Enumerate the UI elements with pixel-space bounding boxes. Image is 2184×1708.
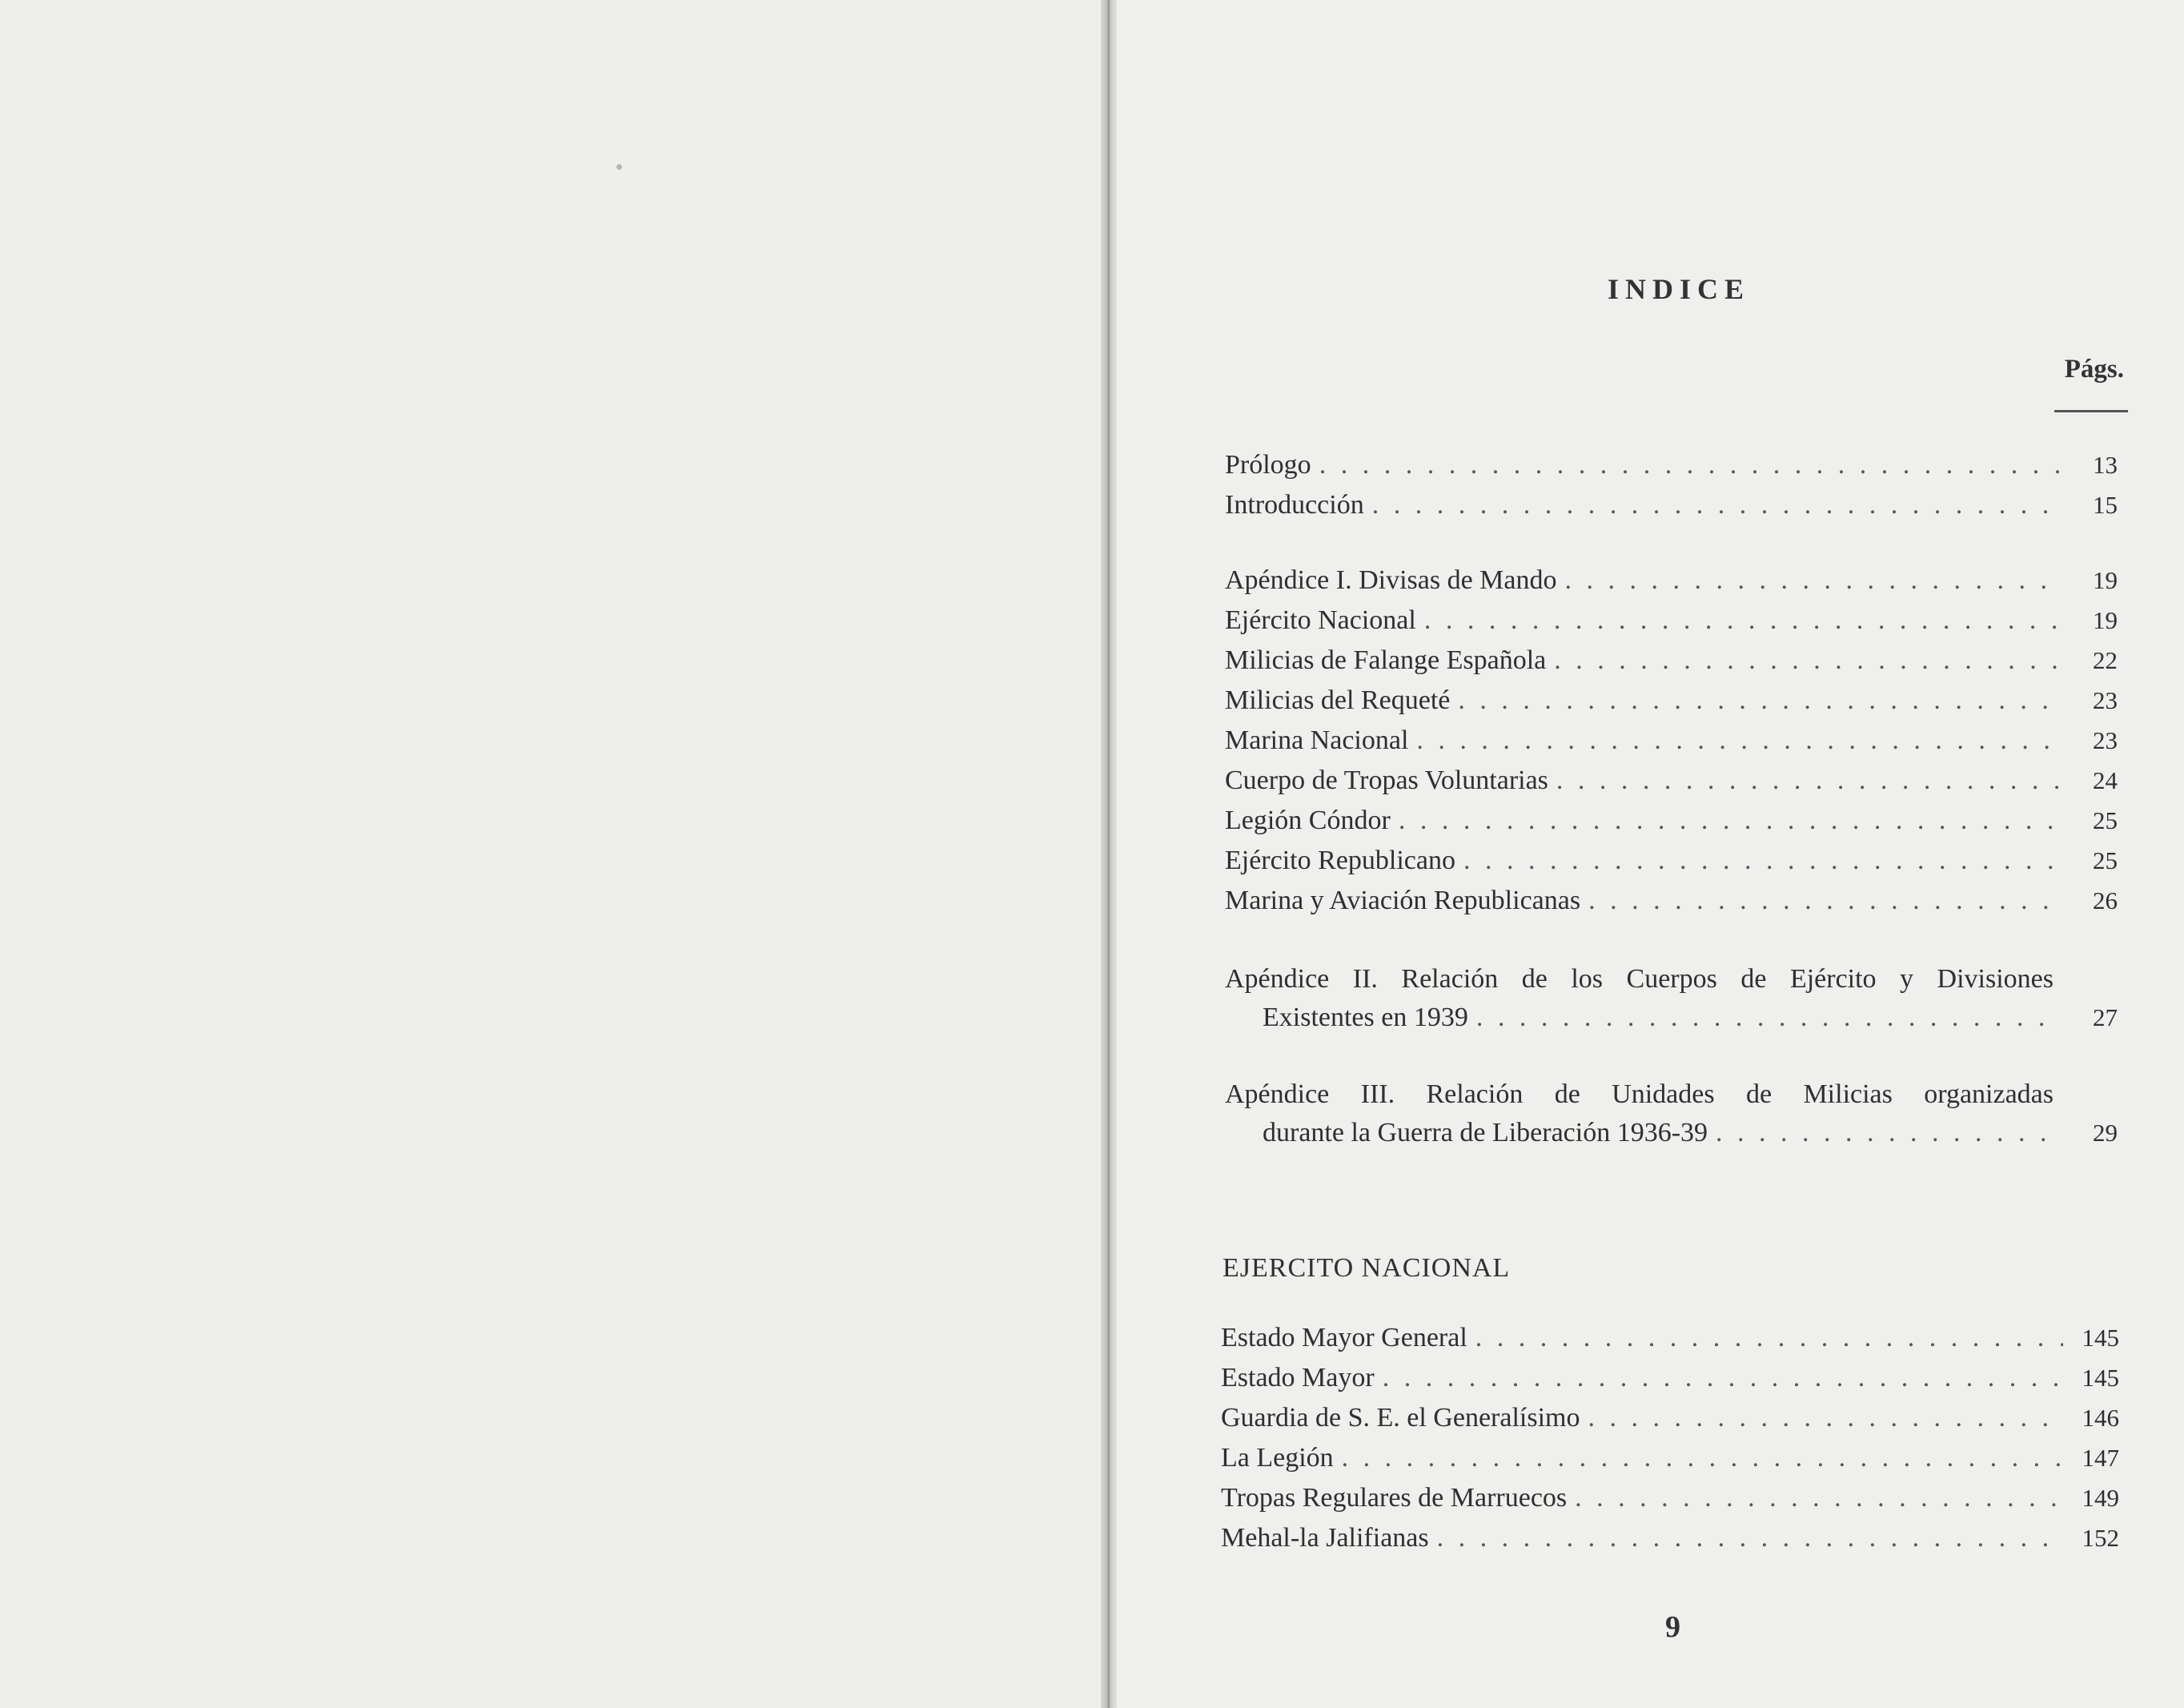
toc-entry-label: Cuerpo de Tropas Voluntarias: [1225, 766, 1548, 795]
toc-entry-label: Estado Mayor General: [1221, 1323, 1467, 1352]
pages-underline: [2054, 410, 2128, 412]
leader-dots: [1399, 806, 2062, 836]
toc-group-appendix-1: [1225, 565, 2118, 926]
leader-dots: [1463, 846, 2062, 876]
toc-entry-label-line2: durante la Guerra de Liberación 1936-39: [1263, 1118, 1708, 1147]
toc-entry: [1225, 886, 2118, 926]
toc-entry-page: 146: [2082, 1404, 2119, 1432]
toc-entry: [1225, 685, 2118, 725]
leader-dots: [1575, 1483, 2063, 1513]
toc-entry: [1225, 725, 2118, 766]
toc-entry-page: 22: [2093, 646, 2118, 674]
toc-entry-label: Estado Mayor: [1221, 1363, 1375, 1393]
toc-entry-page: 149: [2082, 1484, 2119, 1512]
pages-column-label: Págs.: [2064, 355, 2124, 384]
leader-dots: [1588, 1403, 2063, 1433]
leader-dots: [1372, 490, 2062, 520]
toc-entry: [1225, 766, 2118, 806]
toc-entry-page: 145: [2082, 1364, 2119, 1392]
toc-entry: [1225, 490, 2118, 530]
leader-dots: [1475, 1323, 2063, 1353]
toc-entry-page: 152: [2082, 1524, 2119, 1552]
leader-dots: [1319, 450, 2062, 480]
toc-entry: [1221, 1483, 2119, 1523]
toc-entry-page: 19: [2093, 566, 2118, 594]
paper-speck: [616, 164, 622, 170]
toc-entry-page: 13: [2093, 451, 2118, 479]
toc-entry-page: 147: [2082, 1444, 2119, 1472]
toc-entry-label-line2: Existentes en 1939: [1263, 1003, 1468, 1032]
toc-entry: [1225, 645, 2118, 685]
toc-entry: [1225, 1118, 2118, 1158]
toc-entry-label: Tropas Regulares de Marruecos: [1221, 1483, 1568, 1513]
toc-entry: [1225, 846, 2118, 886]
leader-dots: [1476, 1003, 2062, 1033]
leader-dots: [1716, 1118, 2062, 1148]
toc-entry: [1221, 1523, 2119, 1563]
book-gutter: [1101, 0, 1117, 1708]
toc-entry: [1221, 1323, 2119, 1363]
toc-entry: [1221, 1403, 2119, 1443]
toc-entry-label: Apéndice I. Divisas de Mando: [1225, 565, 1557, 595]
toc-entry-page: 23: [2093, 686, 2118, 714]
toc-entry: [1225, 1003, 2118, 1043]
toc-entry-label-line1: Apéndice III. Relación de Unidades de Milicias organizadas: [1225, 1079, 2054, 1109]
toc-entry-page: 19: [2093, 606, 2118, 634]
leader-dots: [1416, 725, 2062, 756]
page-number: 9: [1665, 1610, 1680, 1644]
toc-entry-label: Legión Cóndor: [1225, 806, 1391, 835]
toc-entry-page: 25: [2093, 806, 2118, 834]
toc-entry-page: 27: [2093, 1003, 2118, 1031]
leader-dots: [1342, 1443, 2063, 1473]
toc-entry-label: Ejército Nacional: [1225, 605, 1416, 635]
toc-entry-label: Guardia de S. E. el Generalísimo: [1221, 1403, 1580, 1433]
section-heading: EJERCITO NACIONAL: [1222, 1253, 1511, 1283]
toc-group-ejercito-nacional: [1221, 1323, 2119, 1563]
toc-entry-label: Ejército Republicano: [1225, 846, 1455, 875]
toc-entry: [1225, 806, 2118, 846]
toc-entry-label: Mehal-la Jalifianas: [1221, 1523, 1429, 1553]
toc-entry-page: 29: [2093, 1119, 2118, 1147]
leader-dots: [1588, 886, 2062, 916]
toc-entry-label: Introducción: [1225, 490, 1364, 520]
toc-entry-page: 15: [2093, 491, 2118, 519]
toc-entry-page: 23: [2093, 726, 2118, 754]
leader-dots: [1554, 645, 2062, 676]
toc-entry-label: Prólogo: [1225, 450, 1311, 480]
toc-entry: [1221, 1363, 2119, 1403]
leader-dots: [1556, 766, 2062, 796]
leader-dots: [1458, 685, 2062, 716]
toc-entry: [1221, 1443, 2119, 1483]
toc-appendix-3: [1225, 1079, 2118, 1158]
leader-dots: [1437, 1523, 2063, 1553]
toc-entry-page: 24: [2093, 766, 2118, 794]
leader-dots: [1424, 605, 2062, 636]
leader-dots: [1383, 1363, 2063, 1393]
toc-entry: [1225, 605, 2118, 645]
toc-entry: [1225, 450, 2118, 490]
toc-entry: [1225, 565, 2118, 605]
toc-entry-label: Milicias de Falange Española: [1225, 645, 1547, 675]
toc-appendix-2: [1225, 964, 2118, 1043]
toc-entry-page: 26: [2093, 886, 2118, 914]
toc-entry-page: 145: [2082, 1324, 2119, 1352]
toc-group-intro: [1225, 450, 2118, 530]
leader-dots: [1565, 565, 2062, 596]
toc-entry-label: La Legión: [1221, 1443, 1334, 1473]
toc-entry-page: 25: [2093, 846, 2118, 874]
toc-entry-label-line1: Apéndice II. Relación de los Cuerpos de Ejército y Divisiones: [1225, 964, 2054, 994]
toc-entry-label: Marina y Aviación Republicanas: [1225, 886, 1581, 915]
index-title: INDICE: [1608, 273, 1751, 305]
toc-entry-label: Marina Nacional: [1225, 725, 1409, 755]
toc-entry-label: Milicias del Requeté: [1225, 685, 1451, 715]
